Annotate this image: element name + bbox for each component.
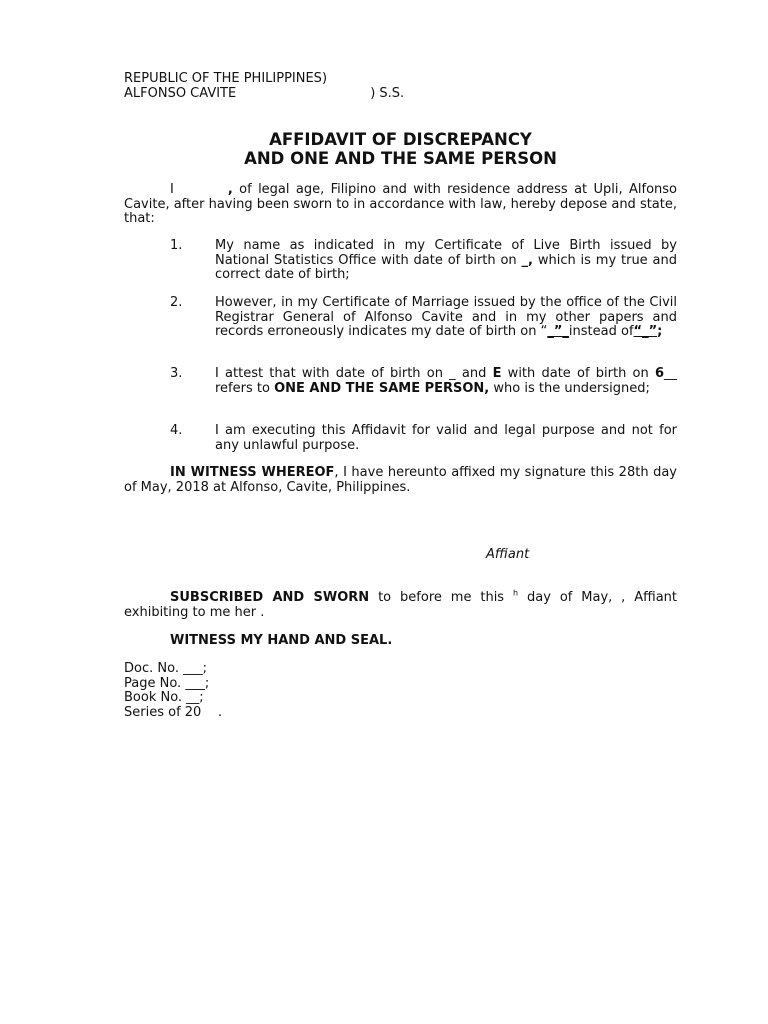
intro-text: of legal age, Filipino and with residence address at Upli, Alfonso Cavite, after having been sworn to in accordance with law, hereby depose and state, that:	[124, 182, 678, 226]
item-text-4: who is the undersigned;	[489, 380, 650, 396]
date-blank: __	[664, 366, 677, 381]
list-item	[124, 367, 677, 396]
jurat-text-2: day of May, , Affiant exhibiting to me her .	[124, 590, 677, 620]
list-item	[124, 239, 677, 283]
wrong-date-blank: _”_	[547, 324, 569, 339]
page-number: Page No. ___;	[124, 675, 210, 691]
item-number: 3.	[170, 366, 183, 381]
correct-date-blank: “_”	[633, 324, 658, 339]
intro-lead: I	[170, 182, 174, 197]
title-line-2: AND ONE AND THE SAME PERSON	[244, 149, 557, 168]
birthdate-blank: _,	[521, 252, 533, 268]
list-item	[124, 424, 677, 453]
item-text-2: with date of birth on	[501, 366, 655, 381]
venue-ss: ) S.S.	[370, 85, 405, 101]
item-end: ;	[657, 324, 663, 339]
subscribed-sworn: SUBSCRIBED AND SWORN	[170, 590, 370, 605]
venue-left: ALFONSO CAVITE	[124, 85, 237, 101]
caption-line-republic: REPUBLIC OF THE PHILIPPINES)	[124, 71, 328, 86]
title-line-1: AFFIDAVIT OF DISCREPANCY	[269, 130, 532, 149]
date-six: 6	[654, 366, 664, 381]
intro-paragraph	[124, 183, 677, 227]
witness-paragraph	[124, 466, 677, 495]
seal-paragraph	[124, 634, 677, 649]
book-number: Book No. __;	[124, 690, 204, 705]
doc-number: Doc. No. ___;	[124, 661, 207, 676]
same-person-phrase: ONE AND THE SAME PERSON,	[274, 380, 490, 396]
instead-of-text: instead of	[568, 324, 634, 339]
item-text: I attest that with date of birth on _ and	[215, 366, 493, 381]
series-year: Series of 20 .	[124, 704, 222, 720]
ordinal-suffix: h	[513, 588, 519, 598]
name-e: E	[492, 366, 502, 381]
item-number: 1.	[170, 238, 183, 253]
witness-text: , I have hereunto affixed my signature this 28th day of May, 2018 at Alfonso, Cavite, Philippines.	[124, 465, 677, 495]
item-text-3: refers to	[215, 380, 275, 396]
case-caption	[124, 72, 544, 101]
item-text: However, in my Certificate of Marriage issued by the office of the Civil Registrar General of Alfonso Cavite and in my other papers and records erroneously indicates my date of birth on “	[215, 295, 677, 339]
caption-line-venue	[124, 87, 544, 102]
document-title	[124, 130, 677, 168]
item-text: My name as indicated in my Certificate of Live Birth issued by National Statistics Office with date of birth on	[215, 238, 677, 268]
witness-whereof: IN WITNESS WHEREOF	[170, 465, 335, 480]
jurat-paragraph	[124, 588, 677, 620]
intro-comma: ,	[227, 182, 233, 197]
jurat-text: to before me this	[369, 590, 513, 605]
item-number: 4.	[170, 423, 183, 438]
item-text: I am executing this Affidavit for valid and legal purpose and not for any unlawful purpose.	[215, 423, 677, 453]
list-item	[124, 296, 677, 340]
item-text-end: which is my true and correct date of birth;	[215, 252, 677, 282]
notarial-register	[124, 662, 222, 720]
witness-hand-seal: WITNESS MY HAND AND SEAL.	[170, 633, 393, 648]
affiant-label: Affiant	[486, 547, 530, 562]
item-number: 2.	[170, 295, 183, 310]
